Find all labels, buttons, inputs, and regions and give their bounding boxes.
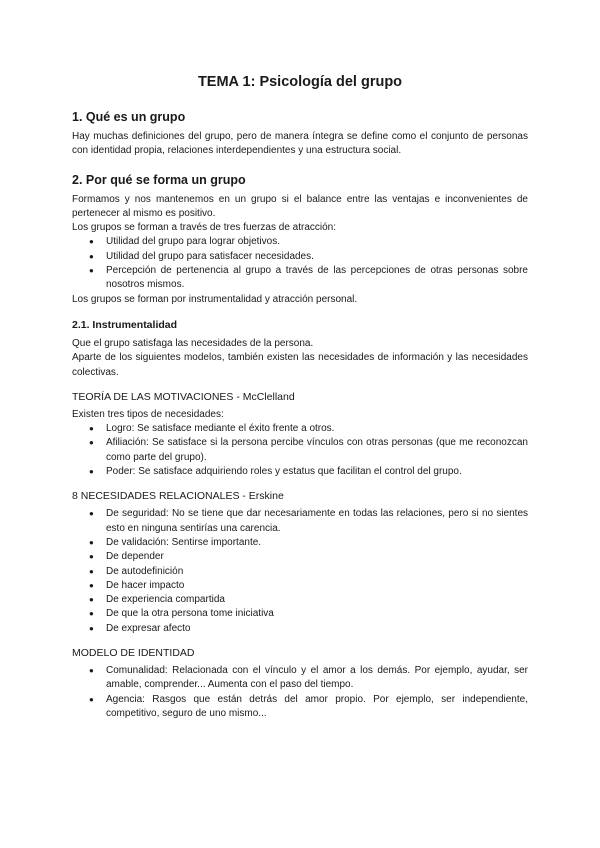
list-item: ● Poder: Se satisface adquiriendo roles y estatus que facilitan el control del grupo. — [106, 465, 528, 479]
list-item: ● De que la otra persona tome iniciativa — [106, 607, 528, 621]
identidad-heading: MODELO DE IDENTIDAD — [72, 647, 195, 660]
mcclelland-intro: Existen tres tipos de necesidades: — [72, 408, 224, 420]
list-item: ● Agencia: Rasgos que están detrás del amor propio. Por ejemplo, ser independiente, competitivo, seguro de uno mismo... — [106, 693, 528, 722]
list-item: ● De experiencia compartida — [106, 593, 528, 607]
section-1-text: Hay muchas definiciones del grupo, pero de manera íntegra se define como el conjunto de personas con identidad propia, relaciones interdependientes y una estructura social. — [72, 131, 528, 157]
list-item: ● De depender — [106, 550, 528, 564]
identidad-list — [72, 664, 528, 721]
list-item: ● De hacer impacto — [106, 579, 528, 593]
mcclelland-list — [72, 422, 528, 479]
section-2-1-paragraph-1: Que el grupo satisfaga las necesidades de la persona. — [72, 337, 314, 349]
list-item: ● Utilidad del grupo para satisfacer necesidades. — [106, 250, 528, 264]
section-2-1-heading: 2.1. Instrumentalidad — [72, 318, 178, 331]
document-title: TEMA 1: Psicología del grupo — [197, 74, 403, 90]
list-item: ● De seguridad: No se tiene que dar necesariamente en todas las relaciones, pero si no sientes esto en ninguna sentirías una carencia. — [106, 507, 528, 536]
section-2-paragraph-2: Los grupos se forman a través de tres fuerzas de atracción: — [72, 222, 337, 234]
list-item: ● Comunalidad: Relacionada con el vínculo y el amor a los demás. Por ejemplo, ayudar, ser amable, comprender... Aumenta con el paso del tiempo. — [106, 664, 528, 693]
list-item: ● De expresar afecto — [106, 622, 528, 636]
list-item: ● Percepción de pertenencia al grupo a través de las percepciones de otras personas sobre nosotros mismos. — [106, 264, 528, 293]
erskine-list — [72, 507, 528, 636]
section-2-paragraph-1: Formamos y nos mantenemos en un grupo si el balance entre las ventajas e inconvenientes de pertenecer al mismo es positivo. — [72, 193, 528, 219]
section-1-heading: 1. Qué es un grupo — [72, 110, 186, 124]
section-2-paragraph-3: Los grupos se forman por instrumentalidad y atracción personal. — [72, 293, 358, 305]
section-2-1-paragraph-2: Aparte de los siguientes modelos, también existen las necesidades de información y las necesidades colectivas. — [72, 352, 528, 378]
attraction-forces-list — [72, 235, 528, 292]
list-item: ● De autodefinición — [106, 565, 528, 579]
list-item: ● Afiliación: Se satisface si la persona percibe vínculos con otras personas (que me reconozcan como parte del grupo). — [106, 436, 528, 465]
list-item: ● Logro: Se satisface mediante el éxito frente a otros. — [106, 422, 528, 436]
section-2-heading: 2. Por qué se forma un grupo — [72, 172, 246, 187]
mcclelland-heading: TEORÍA DE LAS MOTIVACIONES - McClelland — [72, 390, 295, 403]
erskine-heading: 8 NECESIDADES RELACIONALES - Erskine — [72, 490, 284, 503]
list-item: ● De validación: Sentirse importante. — [106, 536, 528, 550]
list-item: ● Utilidad del grupo para lograr objetivos. — [106, 235, 528, 249]
